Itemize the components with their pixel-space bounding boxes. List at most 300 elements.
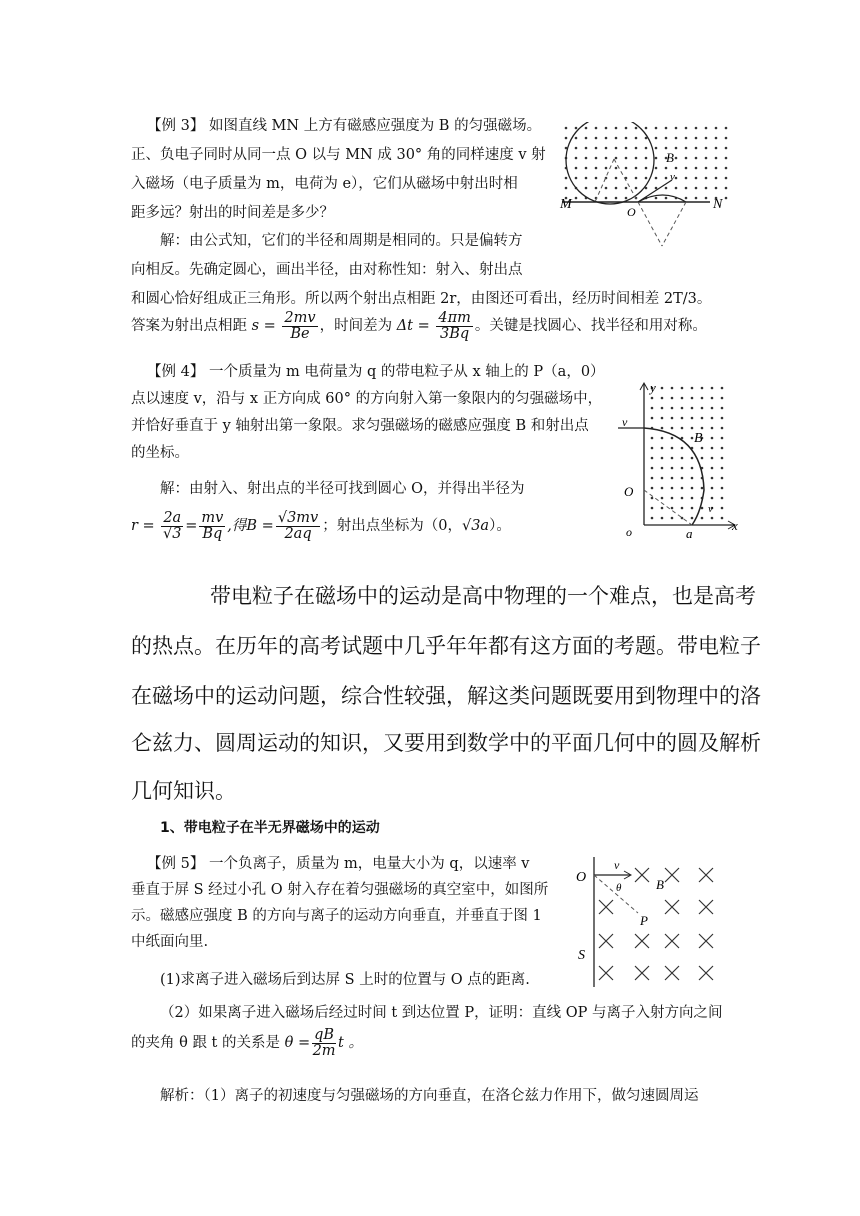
intro-line4: 仑兹力、圆周运动的知识，又要用到数学中的平面几何中的圆及解析 bbox=[131, 731, 761, 755]
ex5-label-v: v bbox=[614, 858, 620, 872]
field-cross bbox=[699, 868, 713, 882]
ex3-line1: 【例 3】 如图直线 MN 上方有磁感应强度为 B 的匀强磁场。 bbox=[147, 118, 542, 134]
r-num1: 2a bbox=[163, 509, 182, 526]
ex4-label-B: B bbox=[694, 431, 703, 446]
field-dot bbox=[715, 177, 718, 180]
ex4-line1: 【例 4】 一个质量为 m 电荷量为 q 的带电粒子从 x 轴上的 P（a，0） bbox=[147, 364, 605, 380]
field-dot bbox=[691, 437, 694, 440]
field-dot bbox=[705, 187, 708, 190]
ex5-line2: 垂直于屏 S 经过小孔 O 射入存在着匀强磁场的真空室中，如图所 bbox=[131, 882, 549, 898]
field-dot bbox=[635, 177, 638, 180]
field-dot bbox=[721, 497, 724, 500]
field-dot bbox=[565, 127, 568, 130]
field-dot bbox=[721, 417, 724, 420]
field-dot bbox=[681, 407, 684, 410]
ex3-radius-4 bbox=[662, 202, 686, 246]
formula-r-frac2 bbox=[199, 511, 225, 542]
field-dot bbox=[671, 387, 674, 390]
field-dot bbox=[685, 137, 688, 140]
field-dot bbox=[595, 177, 598, 180]
field-dot bbox=[695, 157, 698, 160]
field-dot bbox=[651, 487, 654, 490]
field-dot bbox=[651, 447, 654, 450]
field-dot bbox=[705, 137, 708, 140]
field-dot bbox=[575, 197, 578, 200]
field-dot bbox=[691, 397, 694, 400]
field-dot bbox=[665, 187, 668, 190]
field-dot bbox=[685, 167, 688, 170]
formula-theta-frac bbox=[312, 1028, 336, 1059]
field-dot bbox=[651, 397, 654, 400]
field-cross bbox=[599, 900, 613, 914]
s-den: Be bbox=[290, 325, 310, 342]
ex5-label-P: P bbox=[640, 913, 648, 928]
field-dot bbox=[721, 387, 724, 390]
ex5-op-line bbox=[594, 875, 638, 913]
ex4-sol1: 解：由射入、射出点的半径可找到圆心 O，并得出半径为 bbox=[160, 481, 525, 497]
field-dot bbox=[615, 127, 618, 130]
field-dot bbox=[575, 167, 578, 170]
field-dot bbox=[695, 137, 698, 140]
formula-b-frac bbox=[276, 511, 320, 542]
field-cross bbox=[665, 900, 679, 914]
field-dot bbox=[645, 157, 648, 160]
field-dot bbox=[595, 147, 598, 150]
field-dot bbox=[635, 167, 638, 170]
field-dot bbox=[711, 437, 714, 440]
field-dot bbox=[671, 457, 674, 460]
field-dot bbox=[725, 137, 728, 140]
field-dot bbox=[671, 517, 674, 520]
field-dot bbox=[695, 127, 698, 130]
field-dot bbox=[675, 177, 678, 180]
field-dot bbox=[661, 417, 664, 420]
field-dot bbox=[605, 187, 608, 190]
field-dot bbox=[575, 137, 578, 140]
field-dot bbox=[595, 167, 598, 170]
field-dot bbox=[695, 177, 698, 180]
field-dot bbox=[711, 417, 714, 420]
field-dot bbox=[595, 137, 598, 140]
field-dot bbox=[671, 507, 674, 510]
field-dot bbox=[675, 147, 678, 150]
field-dot bbox=[681, 487, 684, 490]
ex4-label-O: O bbox=[624, 484, 634, 499]
ex3-trajectory-circle bbox=[566, 122, 654, 204]
field-dot bbox=[691, 387, 694, 390]
ex3-sol4 bbox=[131, 306, 707, 346]
field-dot bbox=[605, 197, 608, 200]
field-dot bbox=[585, 167, 588, 170]
formula-dt-label: Δt = bbox=[396, 318, 430, 334]
field-dot bbox=[701, 387, 704, 390]
field-dot bbox=[585, 137, 588, 140]
field-dot bbox=[701, 407, 704, 410]
field-dot bbox=[711, 487, 714, 490]
field-cross bbox=[599, 966, 613, 980]
field-dot bbox=[695, 187, 698, 190]
field-dot bbox=[585, 187, 588, 190]
field-dot bbox=[681, 427, 684, 430]
field-dot bbox=[671, 437, 674, 440]
ex4-line4: 的坐标。 bbox=[131, 445, 189, 461]
ex4-label-o: o bbox=[626, 525, 632, 539]
ex3-line2: 正、负电子同时从同一点 O 以与 MN 成 30° 角的同样速度 v 射 bbox=[131, 147, 546, 163]
field-dot bbox=[711, 407, 714, 410]
field-dot bbox=[585, 177, 588, 180]
field-dot bbox=[671, 397, 674, 400]
field-dot bbox=[651, 497, 654, 500]
field-dot bbox=[711, 427, 714, 430]
ex3-line4: 距多远？射出的时间差是多少？ bbox=[131, 205, 334, 221]
field-dot bbox=[675, 167, 678, 170]
field-dot bbox=[721, 457, 724, 460]
field-dot bbox=[721, 517, 724, 520]
field-dot bbox=[661, 397, 664, 400]
field-dot bbox=[721, 487, 724, 490]
ex3-radius-3 bbox=[638, 202, 662, 246]
formula-theta-label: θ = bbox=[284, 1035, 311, 1051]
field-dot bbox=[705, 147, 708, 150]
field-dot bbox=[615, 197, 618, 200]
field-dot bbox=[655, 177, 658, 180]
field-dot bbox=[701, 427, 704, 430]
field-dot bbox=[665, 127, 668, 130]
ex5-line1: 【例 5】 一个负离子，质量为 m，电量大小为 q，以速率 v bbox=[147, 856, 530, 872]
ex3-sol3: 和圆心恰好组成正三角形。所以两个射出点相距 2r，由图还可看出，经历时间相差 2T/3。 bbox=[131, 291, 712, 307]
field-dot bbox=[691, 417, 694, 420]
field-dot bbox=[625, 187, 628, 190]
field-dot bbox=[661, 507, 664, 510]
field-dot bbox=[725, 157, 728, 160]
field-dot bbox=[685, 197, 688, 200]
r-num2: mv bbox=[201, 509, 224, 526]
field-dot bbox=[671, 487, 674, 490]
field-dot bbox=[685, 147, 688, 150]
field-dot bbox=[701, 397, 704, 400]
ex3-label-v: v bbox=[670, 171, 675, 183]
field-dot bbox=[685, 187, 688, 190]
ex5-line3: 示。磁感应强度 B 的方向与离子的运动方向垂直，并垂直于图 1 bbox=[131, 908, 542, 924]
ex3-sol4a: 答案为射出点相距 bbox=[131, 318, 247, 334]
field-dot bbox=[691, 507, 694, 510]
field-dot bbox=[681, 477, 684, 480]
field-dot bbox=[661, 407, 664, 410]
field-dot bbox=[715, 167, 718, 170]
field-dot bbox=[645, 177, 648, 180]
ex5-q1: (1)求离子进入磁场后到达屏 S 上时的位置与 O 点的距离. bbox=[160, 972, 530, 988]
field-dot bbox=[681, 497, 684, 500]
ex3-small-arc bbox=[638, 195, 686, 202]
field-dot bbox=[625, 127, 628, 130]
field-dot bbox=[715, 157, 718, 160]
field-cross bbox=[599, 934, 613, 948]
field-dot bbox=[691, 407, 694, 410]
field-dot bbox=[721, 447, 724, 450]
field-dot bbox=[715, 137, 718, 140]
field-dot bbox=[725, 187, 728, 190]
field-dot bbox=[605, 167, 608, 170]
ex3-sol1: 解：由公式知，它们的半径和周期是相同的。只是偏转方 bbox=[160, 233, 523, 249]
ex4-sol2b: ；射出点坐标为（0， bbox=[322, 518, 462, 534]
field-cross bbox=[635, 868, 649, 882]
field-dot bbox=[615, 157, 618, 160]
field-dot bbox=[605, 157, 608, 160]
field-dot bbox=[691, 427, 694, 430]
field-dot bbox=[585, 147, 588, 150]
section-heading: 1、带电粒子在半无界磁场中的运动 bbox=[160, 820, 380, 836]
field-dot bbox=[721, 467, 724, 470]
field-dot bbox=[625, 137, 628, 140]
field-dot bbox=[701, 457, 704, 460]
ex5-label-S: S bbox=[578, 948, 585, 963]
ex3-sol4b: ，时间差为 bbox=[319, 318, 393, 334]
field-dot bbox=[655, 197, 658, 200]
field-cross bbox=[635, 934, 649, 948]
field-dot bbox=[651, 417, 654, 420]
field-dot bbox=[691, 487, 694, 490]
field-dot bbox=[725, 167, 728, 170]
field-dot bbox=[721, 407, 724, 410]
field-dot bbox=[655, 137, 658, 140]
ex3-label-N: N bbox=[713, 197, 723, 212]
field-dot bbox=[651, 437, 654, 440]
field-dot bbox=[711, 477, 714, 480]
ex3-label-O: O bbox=[627, 205, 636, 219]
ex4-dot-grid bbox=[651, 387, 724, 520]
field-dot bbox=[691, 467, 694, 470]
formula-eq: = bbox=[185, 518, 198, 534]
ex3-radius-1 bbox=[614, 159, 638, 202]
field-dot bbox=[725, 197, 728, 200]
field-dot bbox=[595, 127, 598, 130]
field-dot bbox=[705, 197, 708, 200]
field-dot bbox=[701, 417, 704, 420]
field-dot bbox=[655, 157, 658, 160]
ex5-answer: 解析：（1）离子的初速度与匀强磁场的方向垂直，在洛仑兹力作用下，做匀速圆周运 bbox=[160, 1088, 699, 1104]
th-num: qB bbox=[314, 1026, 335, 1043]
field-dot bbox=[705, 177, 708, 180]
field-dot bbox=[575, 177, 578, 180]
field-cross bbox=[699, 966, 713, 980]
field-dot bbox=[671, 477, 674, 480]
field-cross bbox=[699, 934, 713, 948]
field-dot bbox=[605, 137, 608, 140]
field-dot bbox=[691, 457, 694, 460]
ex4-line2: 点以速度 v，沿与 x 正方向成 60° 的方向射入第一象限内的匀强磁场中， bbox=[131, 391, 603, 407]
field-dot bbox=[651, 477, 654, 480]
ex4-label-v2: v bbox=[708, 503, 713, 515]
dt-num: 4πm bbox=[438, 309, 471, 326]
field-dot bbox=[565, 187, 568, 190]
ex5-q3a: 的夹角 θ 跟 t 的关系是 bbox=[131, 1035, 280, 1051]
field-dot bbox=[585, 127, 588, 130]
field-dot bbox=[651, 517, 654, 520]
field-dot bbox=[711, 467, 714, 470]
field-dot bbox=[675, 137, 678, 140]
field-dot bbox=[665, 197, 668, 200]
field-cross bbox=[699, 900, 713, 914]
field-dot bbox=[701, 517, 704, 520]
field-dot bbox=[671, 497, 674, 500]
ex5-figure bbox=[572, 855, 732, 990]
field-dot bbox=[615, 147, 618, 150]
field-dot bbox=[661, 387, 664, 390]
field-dot bbox=[681, 397, 684, 400]
field-dot bbox=[665, 147, 668, 150]
field-dot bbox=[675, 127, 678, 130]
field-dot bbox=[671, 417, 674, 420]
ex4-label-x: x bbox=[732, 518, 738, 533]
ex5-q3 bbox=[131, 1023, 363, 1063]
r-den2: Bq bbox=[202, 525, 223, 542]
field-dot bbox=[645, 167, 648, 170]
field-dot bbox=[625, 157, 628, 160]
intro-line3: 在磁场中的运动问题，综合性较强，解这类问题既要用到物理中的洛 bbox=[131, 684, 761, 708]
ex3-label-M: M bbox=[560, 197, 572, 212]
field-dot bbox=[691, 517, 694, 520]
ex5-line4: 中纸面向里. bbox=[131, 934, 209, 950]
intro-line1: 带电粒子在磁场中的运动是高中物理的一个难点，也是高考 bbox=[210, 584, 756, 608]
field-dot bbox=[635, 137, 638, 140]
field-dot bbox=[725, 177, 728, 180]
field-dot bbox=[711, 397, 714, 400]
field-dot bbox=[655, 147, 658, 150]
ex4-label-a: a bbox=[686, 526, 693, 540]
field-dot bbox=[715, 147, 718, 150]
field-dot bbox=[661, 427, 664, 430]
field-dot bbox=[681, 507, 684, 510]
b-den: 2aq bbox=[284, 525, 312, 542]
field-dot bbox=[635, 127, 638, 130]
field-dot bbox=[651, 467, 654, 470]
field-dot bbox=[635, 157, 638, 160]
field-dot bbox=[711, 457, 714, 460]
field-dot bbox=[665, 177, 668, 180]
ex3-sol4c: 。关键是找圆心、找半径和用对称。 bbox=[474, 318, 707, 334]
field-dot bbox=[585, 157, 588, 160]
field-dot bbox=[725, 147, 728, 150]
ex3-figure bbox=[558, 122, 738, 250]
field-dot bbox=[695, 147, 698, 150]
field-dot bbox=[705, 157, 708, 160]
intro-line5: 几何知识。 bbox=[131, 779, 236, 803]
field-dot bbox=[615, 177, 618, 180]
ex3-label-B: B bbox=[666, 150, 674, 165]
field-dot bbox=[661, 487, 664, 490]
ex4-line3: 并恰好垂直于 y 轴射出第一象限。求匀强磁场的磁感应强度 B 和射出点 bbox=[131, 418, 589, 434]
field-dot bbox=[655, 167, 658, 170]
field-dot bbox=[661, 517, 664, 520]
field-dot bbox=[635, 187, 638, 190]
field-dot bbox=[675, 187, 678, 190]
field-dot bbox=[595, 187, 598, 190]
field-dot bbox=[681, 417, 684, 420]
field-dot bbox=[625, 197, 628, 200]
formula-dt-frac bbox=[436, 311, 473, 342]
ex4-sol2c: ）。 bbox=[489, 518, 511, 534]
field-dot bbox=[645, 147, 648, 150]
b-num: √3mv bbox=[277, 509, 319, 526]
s-num: 2mv bbox=[284, 309, 316, 326]
field-dot bbox=[661, 447, 664, 450]
field-dot bbox=[705, 127, 708, 130]
field-dot bbox=[651, 457, 654, 460]
field-dot bbox=[661, 477, 664, 480]
formula-coord: √3a bbox=[461, 518, 490, 534]
field-cross bbox=[665, 934, 679, 948]
field-dot bbox=[721, 427, 724, 430]
field-dot bbox=[661, 467, 664, 470]
field-dot bbox=[605, 127, 608, 130]
field-dot bbox=[575, 127, 578, 130]
field-cross bbox=[635, 966, 649, 980]
field-dot bbox=[651, 507, 654, 510]
field-cross bbox=[665, 868, 679, 882]
ex5-q2: （2）如果离子进入磁场后经过时间 t 到达位置 P，证明：直线 OP 与离子入射方向之间 bbox=[160, 1005, 723, 1021]
field-dot bbox=[721, 437, 724, 440]
formula-s-frac bbox=[282, 311, 317, 342]
field-dot bbox=[615, 137, 618, 140]
field-dot bbox=[711, 517, 714, 520]
field-dot bbox=[651, 407, 654, 410]
field-dot bbox=[691, 497, 694, 500]
field-cross bbox=[665, 966, 679, 980]
ex5-label-O: O bbox=[576, 870, 587, 885]
field-dot bbox=[665, 137, 668, 140]
field-dot bbox=[615, 167, 618, 170]
field-dot bbox=[695, 197, 698, 200]
formula-theta-t: t 。 bbox=[338, 1035, 363, 1051]
ex4-label-y: y bbox=[650, 380, 656, 395]
ex3-radius-2 bbox=[595, 159, 614, 202]
field-dot bbox=[675, 157, 678, 160]
field-dot bbox=[701, 447, 704, 450]
ex3-line3: 入磁场（电子质量为 m，电荷为 e），它们从磁场中射出时相 bbox=[131, 176, 518, 192]
ex4-figure bbox=[604, 380, 744, 540]
field-dot bbox=[711, 387, 714, 390]
field-dot bbox=[575, 157, 578, 160]
ex4-label-v1: v bbox=[622, 415, 628, 429]
field-dot bbox=[695, 167, 698, 170]
formula-r-frac1 bbox=[161, 511, 183, 542]
field-dot bbox=[671, 467, 674, 470]
ex4-sol2 bbox=[131, 506, 511, 546]
field-dot bbox=[711, 447, 714, 450]
field-dot bbox=[671, 427, 674, 430]
field-dot bbox=[625, 147, 628, 150]
field-dot bbox=[681, 457, 684, 460]
field-dot bbox=[725, 127, 728, 130]
field-dot bbox=[681, 447, 684, 450]
field-dot bbox=[685, 157, 688, 160]
field-dot bbox=[711, 497, 714, 500]
field-dot bbox=[655, 127, 658, 130]
field-dot bbox=[625, 167, 628, 170]
field-dot bbox=[575, 147, 578, 150]
field-dot bbox=[595, 157, 598, 160]
field-dot bbox=[645, 127, 648, 130]
formula-r-label: r = bbox=[131, 518, 155, 534]
field-dot bbox=[691, 477, 694, 480]
field-dot bbox=[685, 127, 688, 130]
ex5-label-B: B bbox=[656, 877, 664, 892]
field-dot bbox=[681, 467, 684, 470]
field-dot bbox=[701, 487, 704, 490]
field-dot bbox=[715, 127, 718, 130]
field-dot bbox=[605, 147, 608, 150]
ex5-label-theta: θ bbox=[616, 882, 622, 894]
